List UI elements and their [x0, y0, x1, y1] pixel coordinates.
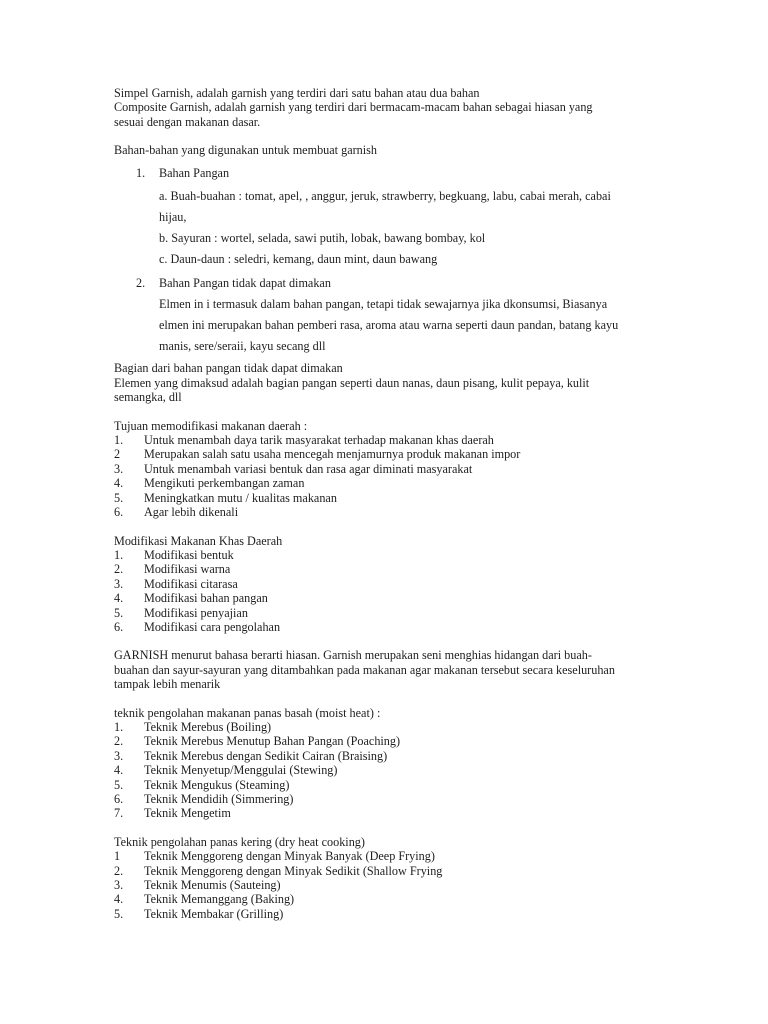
list-item: [114, 476, 659, 490]
list-number: 3.: [114, 576, 124, 591]
bahan-a: a. Buah-buahan : tomat, apel, , anggur, jeruk, strawberry, begkuang, labu, cabai merah, cabai: [159, 189, 611, 204]
list-item: [114, 749, 659, 763]
list-item-text: Teknik Membakar (Grilling): [144, 906, 284, 921]
garnish-line-3: tampak lebih menarik: [114, 677, 221, 692]
bahan-item-1-label: Bahan Pangan: [159, 165, 230, 180]
list-number: 3.: [114, 748, 124, 763]
list-number: 1.: [114, 719, 124, 734]
list-item-text: Modifikasi bentuk: [144, 547, 234, 562]
list-item-text: Modifikasi cara pengolahan: [144, 619, 281, 634]
bagian-line-3: semangka, dll: [114, 390, 182, 405]
list-number: 4.: [114, 591, 124, 606]
list-item: [114, 620, 659, 634]
list-number: 5.: [114, 490, 124, 505]
list-item: [114, 734, 659, 748]
spacer: [114, 405, 659, 419]
spacer: [114, 634, 659, 648]
list-item-text: Modifikasi citarasa: [144, 576, 238, 591]
list-item-text: Modifikasi warna: [144, 562, 231, 577]
bahan-item-1: [114, 166, 659, 180]
list-item: [114, 878, 659, 892]
modifikasi-list: [114, 548, 659, 634]
list-number: 3.: [114, 461, 124, 476]
list-item-text: Teknik Memanggang (Baking): [144, 892, 295, 907]
bagian-line-2: Elemen yang dimaksud adalah bagian pangan seperti daun nanas, daun pisang, kulit pepaya, kulit: [114, 375, 590, 390]
tujuan-list: [114, 433, 659, 519]
garnish-line-1: GARNISH menurut bahasa berarti hiasan. Garnish merupakan seni menghias hidangan dari buah-: [114, 648, 592, 663]
list-item: [114, 907, 659, 921]
list-item-text: Merupakan salah satu usaha mencegah menjamurnya produk makanan impor: [144, 447, 521, 462]
list-item: [114, 864, 659, 878]
list-number: 1: [114, 849, 121, 864]
spacer: [114, 821, 659, 835]
list-number: 2.: [114, 863, 124, 878]
list-item: [114, 778, 659, 792]
bahan-item-1-details: [114, 186, 659, 270]
list-number: 1.: [114, 433, 124, 448]
list-item-text: Teknik Merebus dengan Sedikit Cairan (Braising): [144, 748, 388, 763]
list-item: [114, 491, 659, 505]
list-item: [114, 720, 659, 734]
list-item-text: Meningkatkan mutu / kualitas makanan: [144, 490, 337, 505]
list-number: 6.: [114, 505, 124, 520]
list-item-text: Teknik Menggoreng dengan Minyak Sedikit (Shallow Frying: [144, 863, 443, 878]
list-item: [114, 562, 659, 576]
bahan-b: b. Sayuran : wortel, selada, sawi putih, lobak, bawang bombay, kol: [159, 231, 486, 246]
list-item: [114, 763, 659, 777]
list-number: 7.: [114, 806, 124, 821]
kering-list: [114, 849, 659, 921]
list-item-text: Modifikasi penyajian: [144, 605, 248, 620]
list-item-text: Modifikasi bahan pangan: [144, 591, 268, 606]
bahan-d2: elmen ini merupakan bahan pemberi rasa, aroma atau warna seperti daun pandan, batang kayu: [159, 318, 619, 333]
bahan-c: c. Daun-daun : seledri, kemang, daun mint, daun bawang: [159, 252, 438, 267]
list-item: [114, 505, 659, 519]
list-number: 2.: [114, 734, 124, 749]
list-item: [114, 591, 659, 605]
kering-heading: Teknik pengolahan panas kering (dry heat cooking): [114, 834, 365, 849]
spacer: [114, 520, 659, 534]
list-item: [114, 447, 659, 461]
list-number: 3.: [114, 878, 124, 893]
bahan-a-cont: hijau,: [159, 210, 187, 225]
list-number: 5.: [114, 605, 124, 620]
list-number: 4.: [114, 763, 124, 778]
list-item-text: Teknik Mendidih (Simmering): [144, 792, 294, 806]
list-number: 2: [114, 447, 121, 462]
list-number: 6.: [114, 619, 124, 634]
list-item: [114, 577, 659, 591]
list-item: [114, 548, 659, 562]
list-number: 4.: [114, 892, 124, 907]
modifikasi-heading: Modifikasi Makanan Khas Daerah: [114, 533, 283, 548]
list-number: 4.: [114, 476, 124, 491]
list-item: [114, 462, 659, 476]
bahan-item-2-details: [114, 294, 659, 357]
bahan-item-2-label: Bahan Pangan tidak dapat dimakan: [159, 276, 331, 291]
intro-line-1: Simpel Garnish, adalah garnish yang terdiri dari satu bahan atau dua bahan: [114, 86, 480, 100]
bahan-d3: manis, sere/seraii, kayu secang dll: [159, 339, 326, 354]
list-item: [114, 433, 659, 447]
intro-line-3: sesuai dengan makanan dasar.: [114, 114, 261, 129]
intro-line-2: Composite Garnish, adalah garnish yang terdiri dari bermacam-macam bahan sebagai hiasan yang: [114, 100, 593, 115]
spacer: [114, 692, 659, 706]
list-item-text: Teknik Menyetup/Menggulai (Stewing): [144, 763, 338, 778]
list-number: 2.: [114, 562, 124, 577]
list-item-text: Teknik Merebus (Boiling): [144, 719, 272, 734]
list-item: [114, 892, 659, 906]
list-item-text: Teknik Mengetim: [144, 806, 231, 821]
list-number: 1.: [136, 165, 146, 180]
list-number: 1.: [114, 547, 124, 562]
list-item-text: Mengikuti perkembangan zaman: [144, 476, 305, 491]
bahan-d1: Elmen in i termasuk dalam bahan pangan, tetapi tidak sewajarnya jika dkonsumsi, Biasanya: [159, 297, 608, 312]
tujuan-heading: Tujuan memodifikasi makanan daerah :: [114, 418, 308, 433]
list-number: 6.: [114, 792, 124, 806]
bahan-heading: Bahan-bahan yang digunakan untuk membuat garnish: [114, 143, 377, 158]
list-item: [114, 792, 659, 806]
list-item-text: Untuk menambah daya tarik masyarakat terhadap makanan khas daerah: [144, 433, 494, 448]
list-item: [114, 849, 659, 863]
garnish-line-2: buahan dan sayur-sayuran yang ditambahkan pada makanan agar makanan tersebut secara keseluruhan: [114, 662, 615, 677]
bagian-line-1: Bagian dari bahan pangan tidak dapat dimakan: [114, 361, 343, 376]
bahan-item-2: [114, 276, 659, 290]
list-item-text: Teknik Menumis (Sauteing): [144, 878, 281, 893]
list-number: 5.: [114, 906, 124, 921]
basah-heading: teknik pengolahan makanan panas basah (moist heat) :: [114, 705, 381, 720]
list-item-text: Agar lebih dikenali: [144, 505, 239, 520]
list-item-text: Untuk menambah variasi bentuk dan rasa agar diminati masyarakat: [144, 461, 473, 476]
list-number: 5.: [114, 777, 124, 792]
basah-list: [114, 720, 659, 821]
list-number: 2.: [136, 276, 146, 291]
spacer: [114, 158, 659, 166]
list-item-text: Teknik Menggoreng dengan Minyak Banyak (Deep Frying): [144, 849, 435, 864]
list-item-text: Teknik Mengukus (Steaming): [144, 777, 290, 792]
list-item: [114, 806, 659, 820]
list-item: [114, 606, 659, 620]
spacer: [114, 129, 659, 143]
document-page: [114, 86, 659, 921]
list-item-text: Teknik Merebus Menutup Bahan Pangan (Poaching): [144, 734, 401, 749]
